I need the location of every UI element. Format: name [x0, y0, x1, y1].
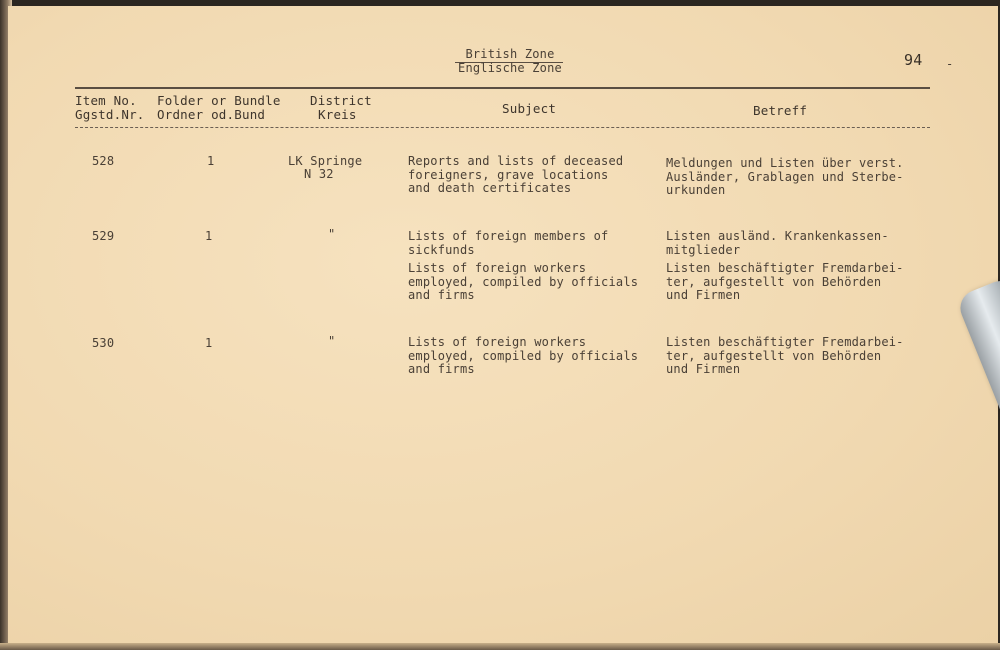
zone-title-english: British Zone	[465, 47, 555, 61]
item-number-530: 530	[92, 336, 115, 350]
item-number-529: 529	[92, 229, 115, 243]
page-mark: -	[946, 57, 954, 71]
folder-count: 1	[205, 229, 213, 243]
page-number: 94	[904, 51, 923, 69]
header-bottom-rule	[75, 127, 930, 129]
column-header-item-de: Ggstd.Nr.	[75, 107, 145, 122]
betreff-entry: Listen beschäftigter Fremdarbei- ter, aufgestellt von Behörden und Firmen	[666, 335, 904, 376]
column-header-district-de: Kreis	[318, 107, 357, 122]
column-header-district-en: District	[310, 93, 372, 108]
item-number-528: 528	[92, 154, 115, 168]
subject-entry: Lists of foreign workers employed, compiled by officials and firms	[408, 335, 639, 376]
zone-title-german: Englische Zone	[458, 61, 562, 75]
betreff-entry: Listen ausländ. Krankenkassen- mitglieder	[666, 229, 889, 257]
column-header-folder-de: Ordner od.Bund	[157, 107, 266, 122]
folder-count: 1	[207, 154, 215, 168]
subject-entry: Lists of foreign workers employed, compiled by officials and firms	[408, 261, 639, 302]
district-ditto-mark: "	[328, 334, 336, 348]
column-header-item-en: Item No.	[75, 93, 137, 108]
table-top-rule	[75, 87, 930, 89]
district-code: N 32	[304, 167, 334, 181]
page-bottom-edge	[0, 643, 1000, 650]
folder-count: 1	[205, 336, 213, 350]
subject-entry: Lists of foreign members of sickfunds	[408, 229, 609, 257]
betreff-entry: Listen beschäftigter Fremdarbei- ter, aufgestellt von Behörden und Firmen	[666, 261, 904, 302]
column-header-betreff: Betreff	[753, 103, 808, 118]
district-name: LK Springe	[288, 154, 363, 168]
district-ditto-mark: "	[328, 227, 336, 241]
subject-entry: Reports and lists of deceased foreigners, grave locations and death certificates	[408, 154, 624, 195]
column-header-subject: Subject	[502, 101, 557, 116]
column-header-folder-en: Folder or Bundle	[157, 93, 281, 108]
betreff-entry: Meldungen und Listen über verst. Ausländer, Grablagen und Sterbe- urkunden	[666, 156, 904, 197]
